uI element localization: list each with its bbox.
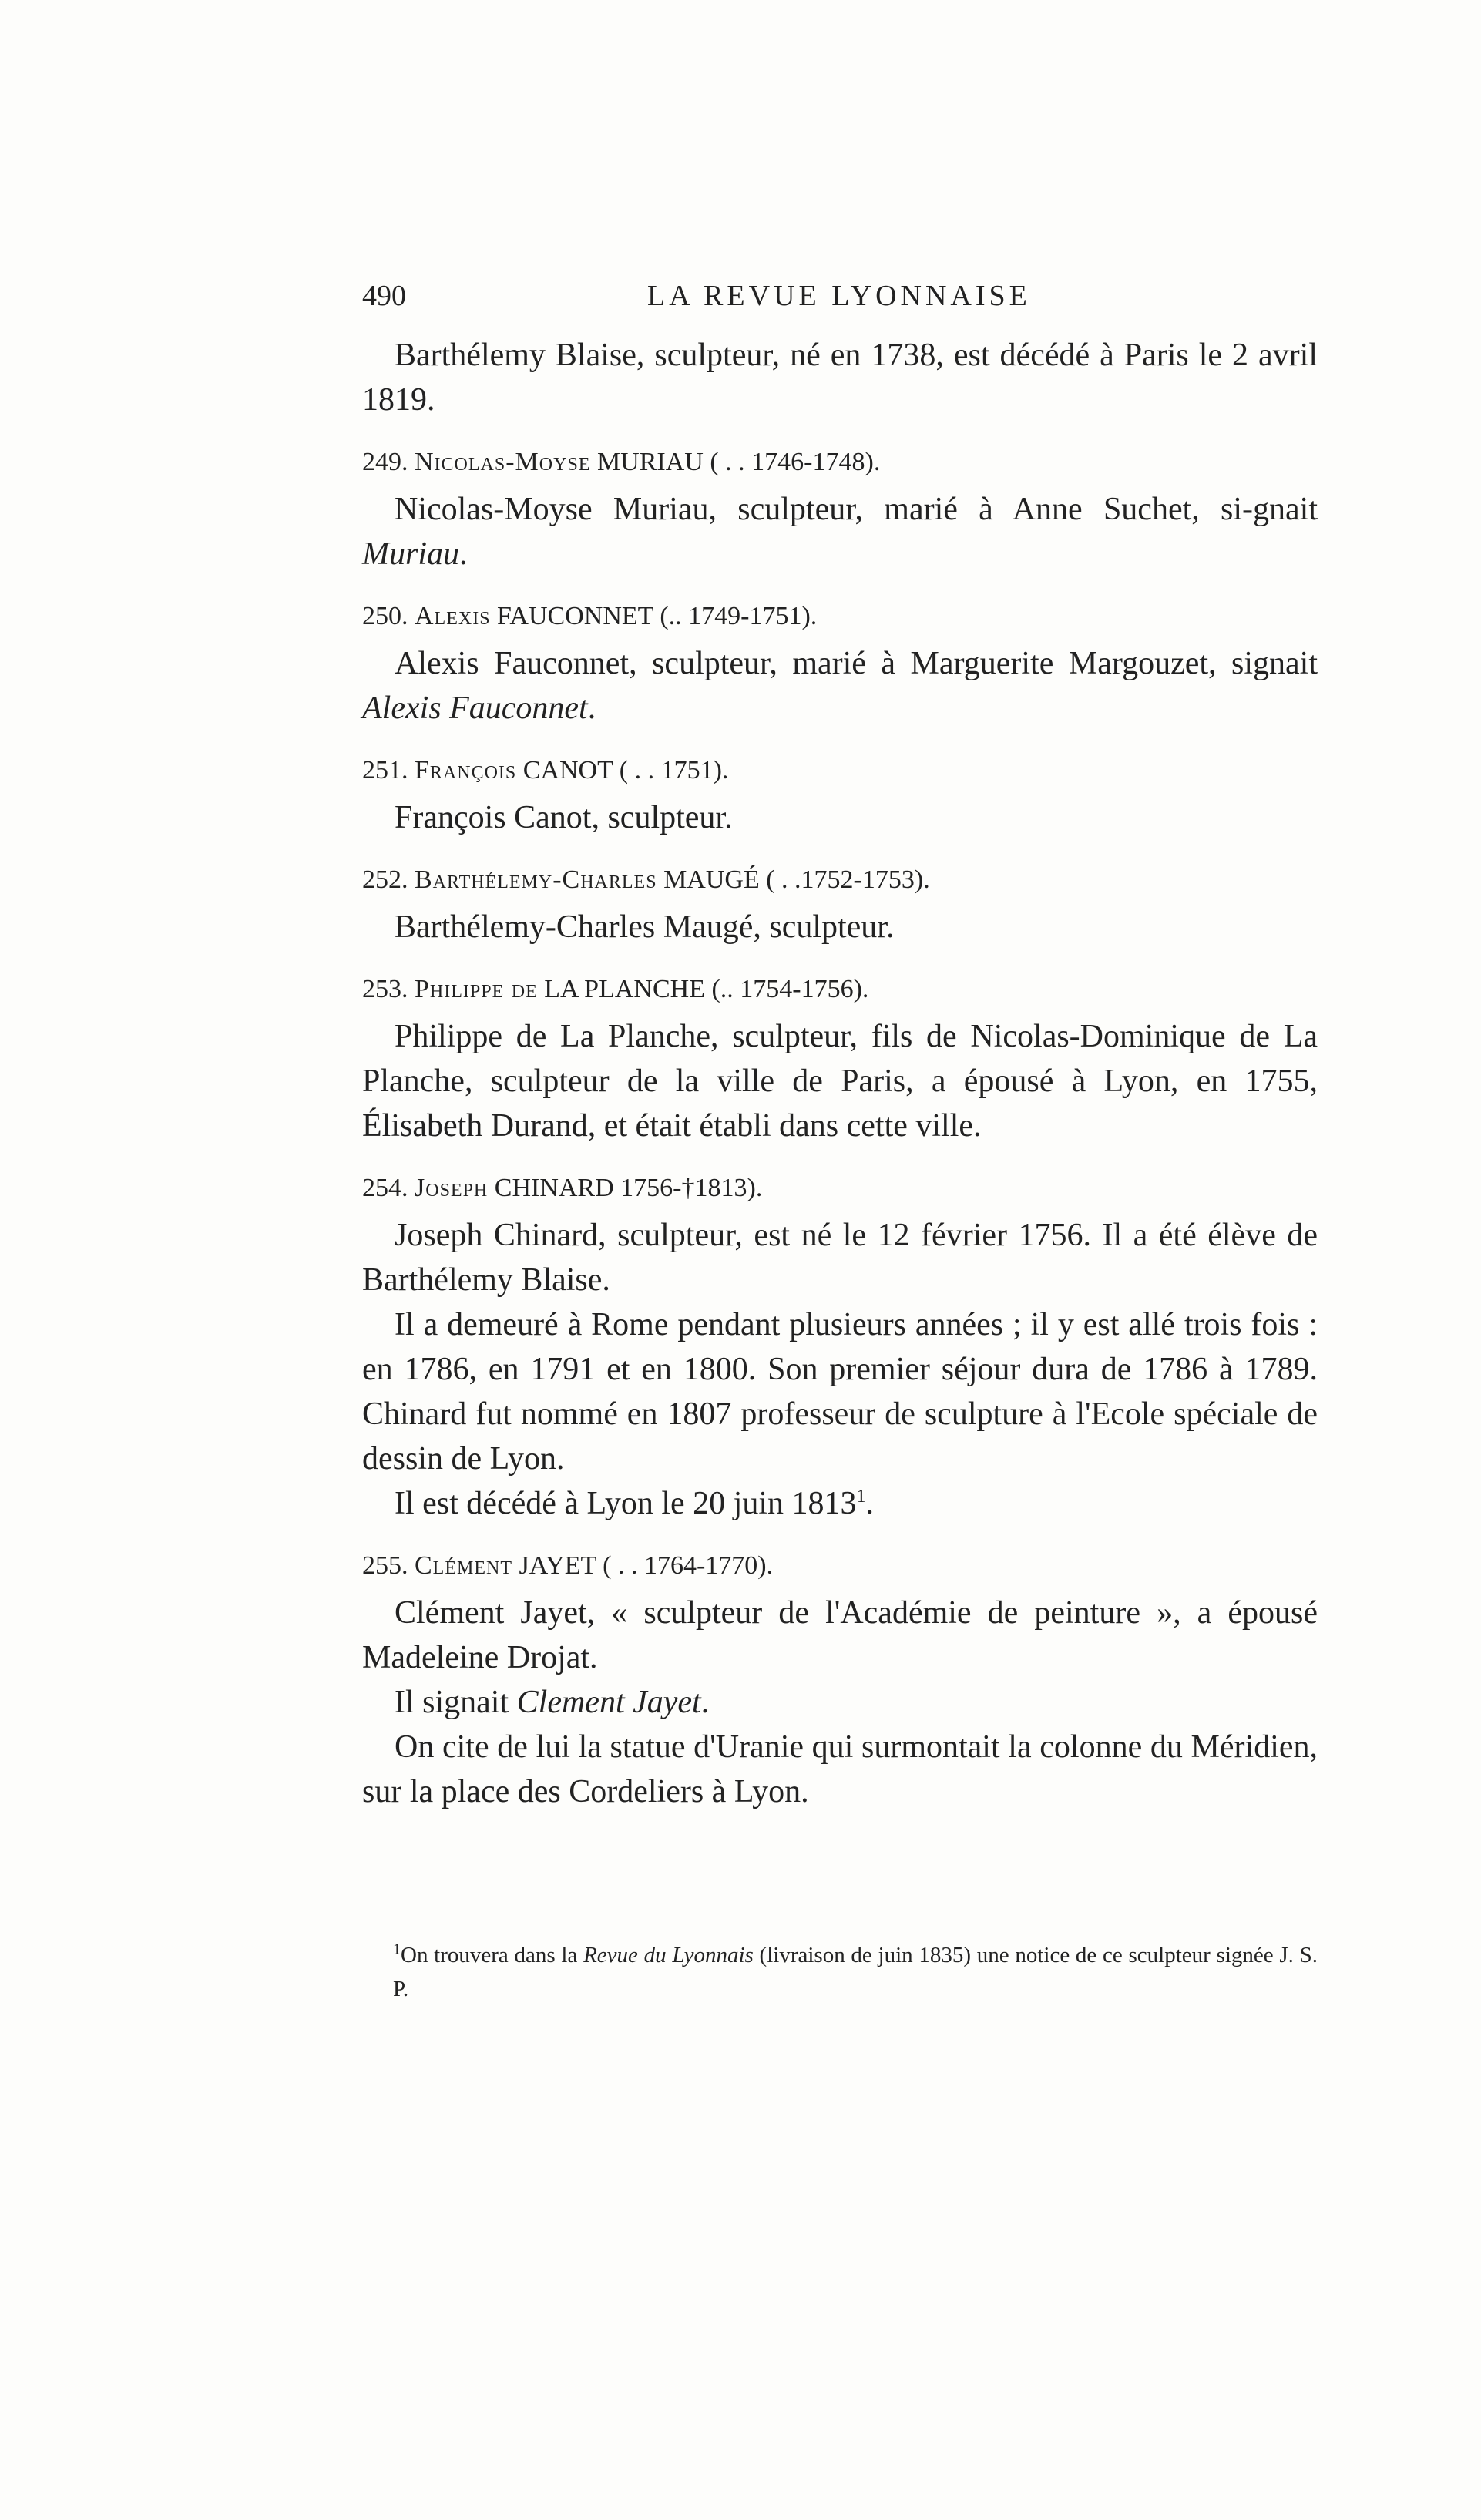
page-header bbox=[362, 279, 1318, 319]
entry-255 bbox=[362, 1547, 1318, 1814]
continuation-paragraph bbox=[362, 333, 1318, 422]
paragraph-italic: Muriau bbox=[362, 536, 459, 572]
footnote-reference[interactable]: 1 bbox=[856, 1487, 866, 1507]
entry-heading bbox=[362, 752, 1318, 789]
entry-dates: ( . .1752-1753). bbox=[766, 865, 930, 894]
entry-251 bbox=[362, 752, 1318, 840]
entry-252 bbox=[362, 862, 1318, 949]
entry-paragraph bbox=[362, 1591, 1318, 1680]
entry-number: 250. bbox=[362, 602, 408, 630]
entry-paragraph bbox=[362, 1680, 1318, 1725]
entry-number: 254. bbox=[362, 1174, 408, 1202]
entry-dates: 1756-†1813). bbox=[620, 1174, 763, 1202]
paragraph-tail: . bbox=[587, 690, 596, 726]
entry-dates: (.. 1754-1756). bbox=[711, 975, 869, 1003]
entry-249 bbox=[362, 444, 1318, 576]
entry-253 bbox=[362, 971, 1318, 1148]
entry-heading bbox=[362, 1547, 1318, 1584]
footnote-tail: (livraison de juin 1835) une notice de ce sculpteur signée J. S. P. bbox=[393, 1943, 1318, 2001]
paragraph-text: Philippe de La Planche, sculpteur, fils de Nicolas-Dominique de La Planche, sculpteur de la ville de Paris, a épousé à Lyon, en 1755, Élisabeth Durand, et était établi dans cette ville. bbox=[362, 1019, 1318, 1144]
paragraph-text: Joseph Chinard, sculpteur, est né le 12 février 1756. Il a été élève de Barthélemy Blaise. bbox=[362, 1218, 1318, 1298]
entry-250 bbox=[362, 598, 1318, 731]
entry-number: 253. bbox=[362, 975, 408, 1003]
paragraph-text: Il signait bbox=[395, 1685, 517, 1720]
entry-heading bbox=[362, 598, 1318, 635]
entry-paragraph bbox=[362, 641, 1318, 731]
paragraph-tail: . bbox=[700, 1685, 710, 1720]
entry-number: 251. bbox=[362, 756, 408, 785]
entry-heading bbox=[362, 862, 1318, 899]
entry-dates: ( . . 1764-1770). bbox=[603, 1551, 774, 1580]
entry-first-names: Joseph bbox=[415, 1174, 489, 1202]
entry-surname: MURIAU bbox=[596, 448, 704, 476]
entry-heading bbox=[362, 971, 1318, 1008]
entry-surname: CANOT bbox=[522, 756, 613, 785]
entry-paragraph bbox=[362, 905, 1318, 949]
entry-dates: ( . . 1746-1748). bbox=[710, 448, 881, 476]
entry-paragraph bbox=[362, 1014, 1318, 1148]
continuation-text: Barthélemy Blaise, sculpteur, né en 1738, est décédé à Paris le 2 avril 1819. bbox=[362, 338, 1318, 418]
paragraph-text: Il est décédé à Lyon le 20 juin 1813 bbox=[395, 1486, 857, 1521]
paragraph-text: Barthélemy-Charles Maugé, sculpteur. bbox=[395, 909, 895, 945]
entry-paragraph bbox=[362, 1481, 1318, 1526]
entry-surname: CHINARD bbox=[494, 1174, 614, 1202]
entry-first-names: Alexis bbox=[415, 602, 491, 630]
footnote-italic: Revue du Lyonnais bbox=[583, 1943, 754, 1967]
entry-paragraph bbox=[362, 487, 1318, 576]
entry-dates: (.. 1749-1751). bbox=[660, 602, 818, 630]
entry-first-names: Nicolas-Moyse bbox=[415, 448, 591, 476]
paragraph-text: Clément Jayet, « sculpteur de l'Académie de peinture », a épousé Madeleine Drojat. bbox=[362, 1595, 1318, 1675]
paragraph-text: Alexis Fauconnet, sculpteur, marié à Marguerite Margouzet, signait bbox=[395, 646, 1318, 681]
entry-paragraph bbox=[362, 1725, 1318, 1814]
paragraph-tail: . bbox=[865, 1486, 875, 1521]
paragraph-italic: Clement Jayet bbox=[516, 1685, 701, 1720]
entry-number: 255. bbox=[362, 1551, 408, 1580]
entry-first-names: Clément bbox=[415, 1551, 512, 1580]
entry-first-names: Philippe de bbox=[415, 975, 538, 1003]
entry-first-names: François bbox=[415, 756, 517, 785]
entry-dates: ( . . 1751). bbox=[619, 756, 729, 785]
paragraph-text: Nicolas-Moyse Muriau, sculpteur, marié à Anne Suchet, si-gnait bbox=[395, 492, 1318, 527]
entry-surname: JAYET bbox=[519, 1551, 596, 1580]
entry-surname: FAUCONNET bbox=[497, 602, 653, 630]
footnote-text: On trouvera dans la bbox=[401, 1943, 584, 1967]
paragraph-text: On cite de lui la statue d'Uranie qui surmontait la colonne du Méridien, sur la place des Cordeliers à Lyon. bbox=[362, 1729, 1318, 1809]
entry-number: 249. bbox=[362, 448, 408, 476]
footnote bbox=[393, 1938, 1318, 2006]
paragraph-italic: Alexis Fauconnet bbox=[362, 690, 588, 726]
entry-number: 252. bbox=[362, 865, 408, 894]
entry-heading bbox=[362, 1170, 1318, 1207]
entry-heading bbox=[362, 444, 1318, 481]
entry-paragraph bbox=[362, 795, 1318, 840]
footnote-mark: 1 bbox=[393, 1940, 401, 1958]
entry-first-names: Barthélemy-Charles bbox=[415, 865, 657, 894]
paragraph-tail: . bbox=[459, 536, 468, 572]
entry-254 bbox=[362, 1170, 1318, 1526]
entry-paragraph bbox=[362, 1302, 1318, 1481]
page-number: 490 bbox=[362, 280, 406, 312]
entry-surname: MAUGÉ bbox=[663, 865, 760, 894]
paragraph-text: François Canot, sculpteur. bbox=[395, 800, 733, 835]
entry-paragraph bbox=[362, 1213, 1318, 1302]
main-text bbox=[362, 333, 1318, 1814]
paragraph-text: Il a demeuré à Rome pendant plusieurs années ; il y est allé trois fois : en 1786, en 1791 et en 1800. Son premier séjour dura de 1786 à 1789. Chinard fut nommé en 1807 professeur de sculpture à l'Ecole spéciale de dessin de Lyon. bbox=[362, 1307, 1318, 1477]
entry-surname: LA PLANCHE bbox=[544, 975, 705, 1003]
running-title: LA REVUE LYONNAISE bbox=[647, 280, 1031, 312]
